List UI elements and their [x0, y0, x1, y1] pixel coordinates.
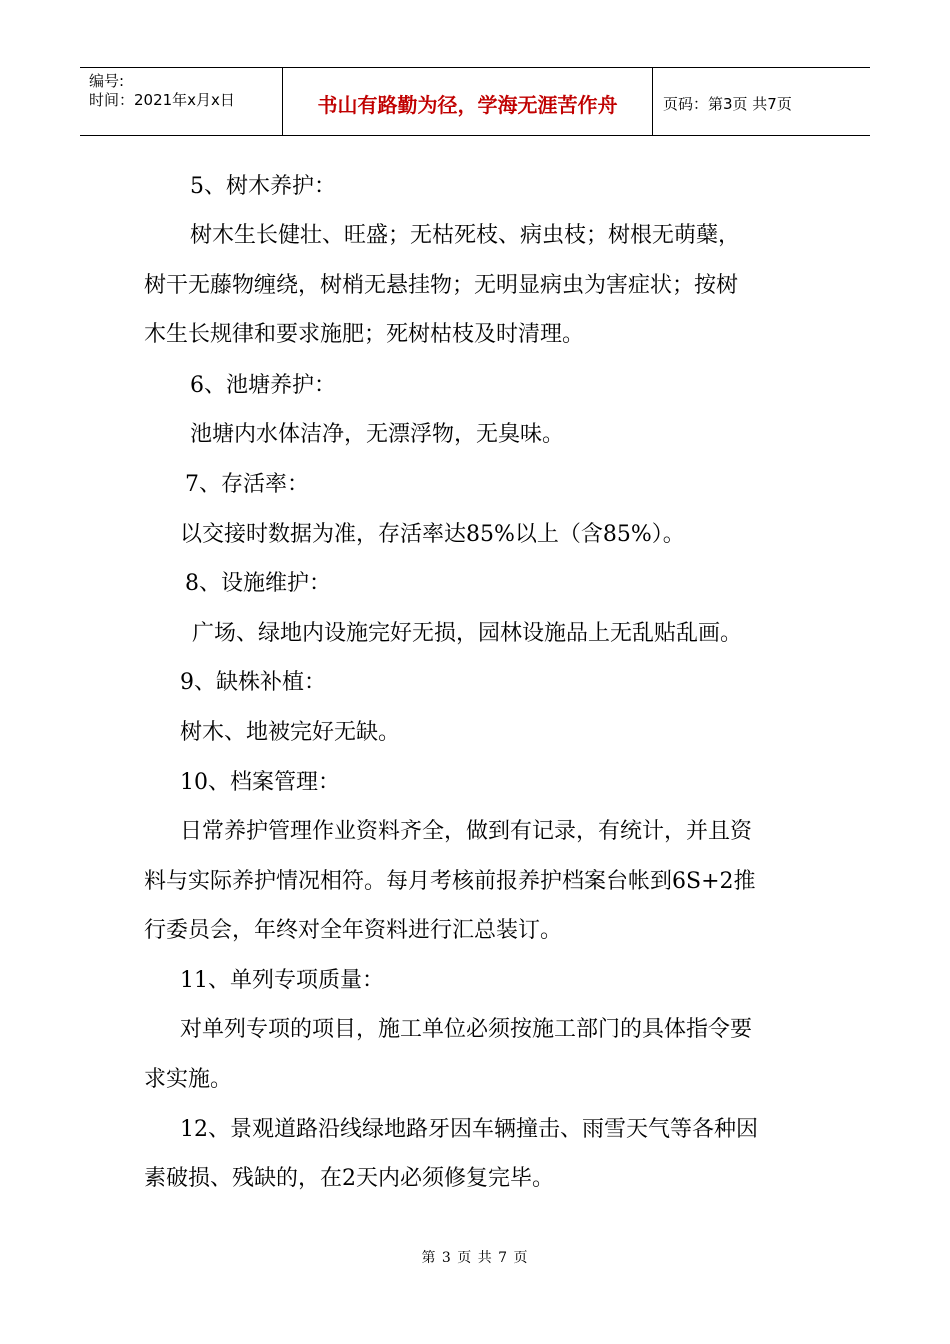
paragraph-line: 以交接时数据为准，存活率达85%以上（含85%）。 [180, 522, 685, 547]
time-label: 时间：2021年x月x日 [89, 91, 235, 109]
header-motto: 书山有路勤为径，学海无涯苦作舟 [283, 68, 653, 135]
paragraph-line: 对单列专项的项目，施工单位必须按施工部门的具体指令要 [180, 1017, 753, 1042]
paragraph-line: 行委员会，年终对全年资料进行汇总装订。 [144, 918, 563, 943]
paragraph-line: 树干无藤物缠绕，树梢无悬挂物；无明显病虫为害症状；按树 [144, 273, 739, 298]
paragraph-line: 日常养护管理作业资料齐全，做到有记录，有统计，并且资 [180, 819, 753, 844]
paragraph-line: 料与实际养护情况相符。每月考核前报养护档案台帐到6S+2推 [144, 869, 756, 894]
heading-facility-maintenance: 8、设施维护： [185, 571, 331, 596]
paragraph-line: 树木生长健壮、旺盛；无枯死枝、病虫枝；树根无萌蘖， [190, 223, 741, 248]
page-header [80, 67, 870, 136]
heading-replanting: 9、缺株补植： [180, 670, 326, 695]
heading-special-items-quality: 11、单列专项质量： [180, 968, 384, 993]
heading-tree-care: 5、树木养护： [190, 174, 336, 199]
paragraph-line: 12、景观道路沿线绿地路牙因车辆撞击、雨雪天气等各种因 [180, 1117, 758, 1142]
paragraph-line: 素破损、残缺的，在2天内必须修复完毕。 [144, 1166, 554, 1191]
serial-label: 编号: [89, 72, 125, 90]
header-meta [80, 68, 283, 135]
heading-records-management: 10、档案管理： [180, 770, 340, 795]
heading-pond-care: 6、池塘养护： [190, 373, 336, 398]
paragraph-line: 求实施。 [144, 1067, 233, 1092]
page-footer: 第 3 页 共 7 页 [421, 1250, 529, 1266]
paragraph-line: 广场、绿地内设施完好无损，园林设施品上无乱贴乱画。 [192, 621, 743, 646]
paragraph-line: 池塘内水体洁净，无漂浮物，无臭味。 [190, 422, 565, 447]
heading-survival-rate: 7、存活率： [185, 472, 309, 497]
paragraph-line: 树木、地被完好无缺。 [180, 720, 401, 745]
header-page-info: 页码：第3页 共7页 [663, 95, 792, 113]
paragraph-line: 木生长规律和要求施肥；死树枯枝及时清理。 [144, 322, 585, 347]
